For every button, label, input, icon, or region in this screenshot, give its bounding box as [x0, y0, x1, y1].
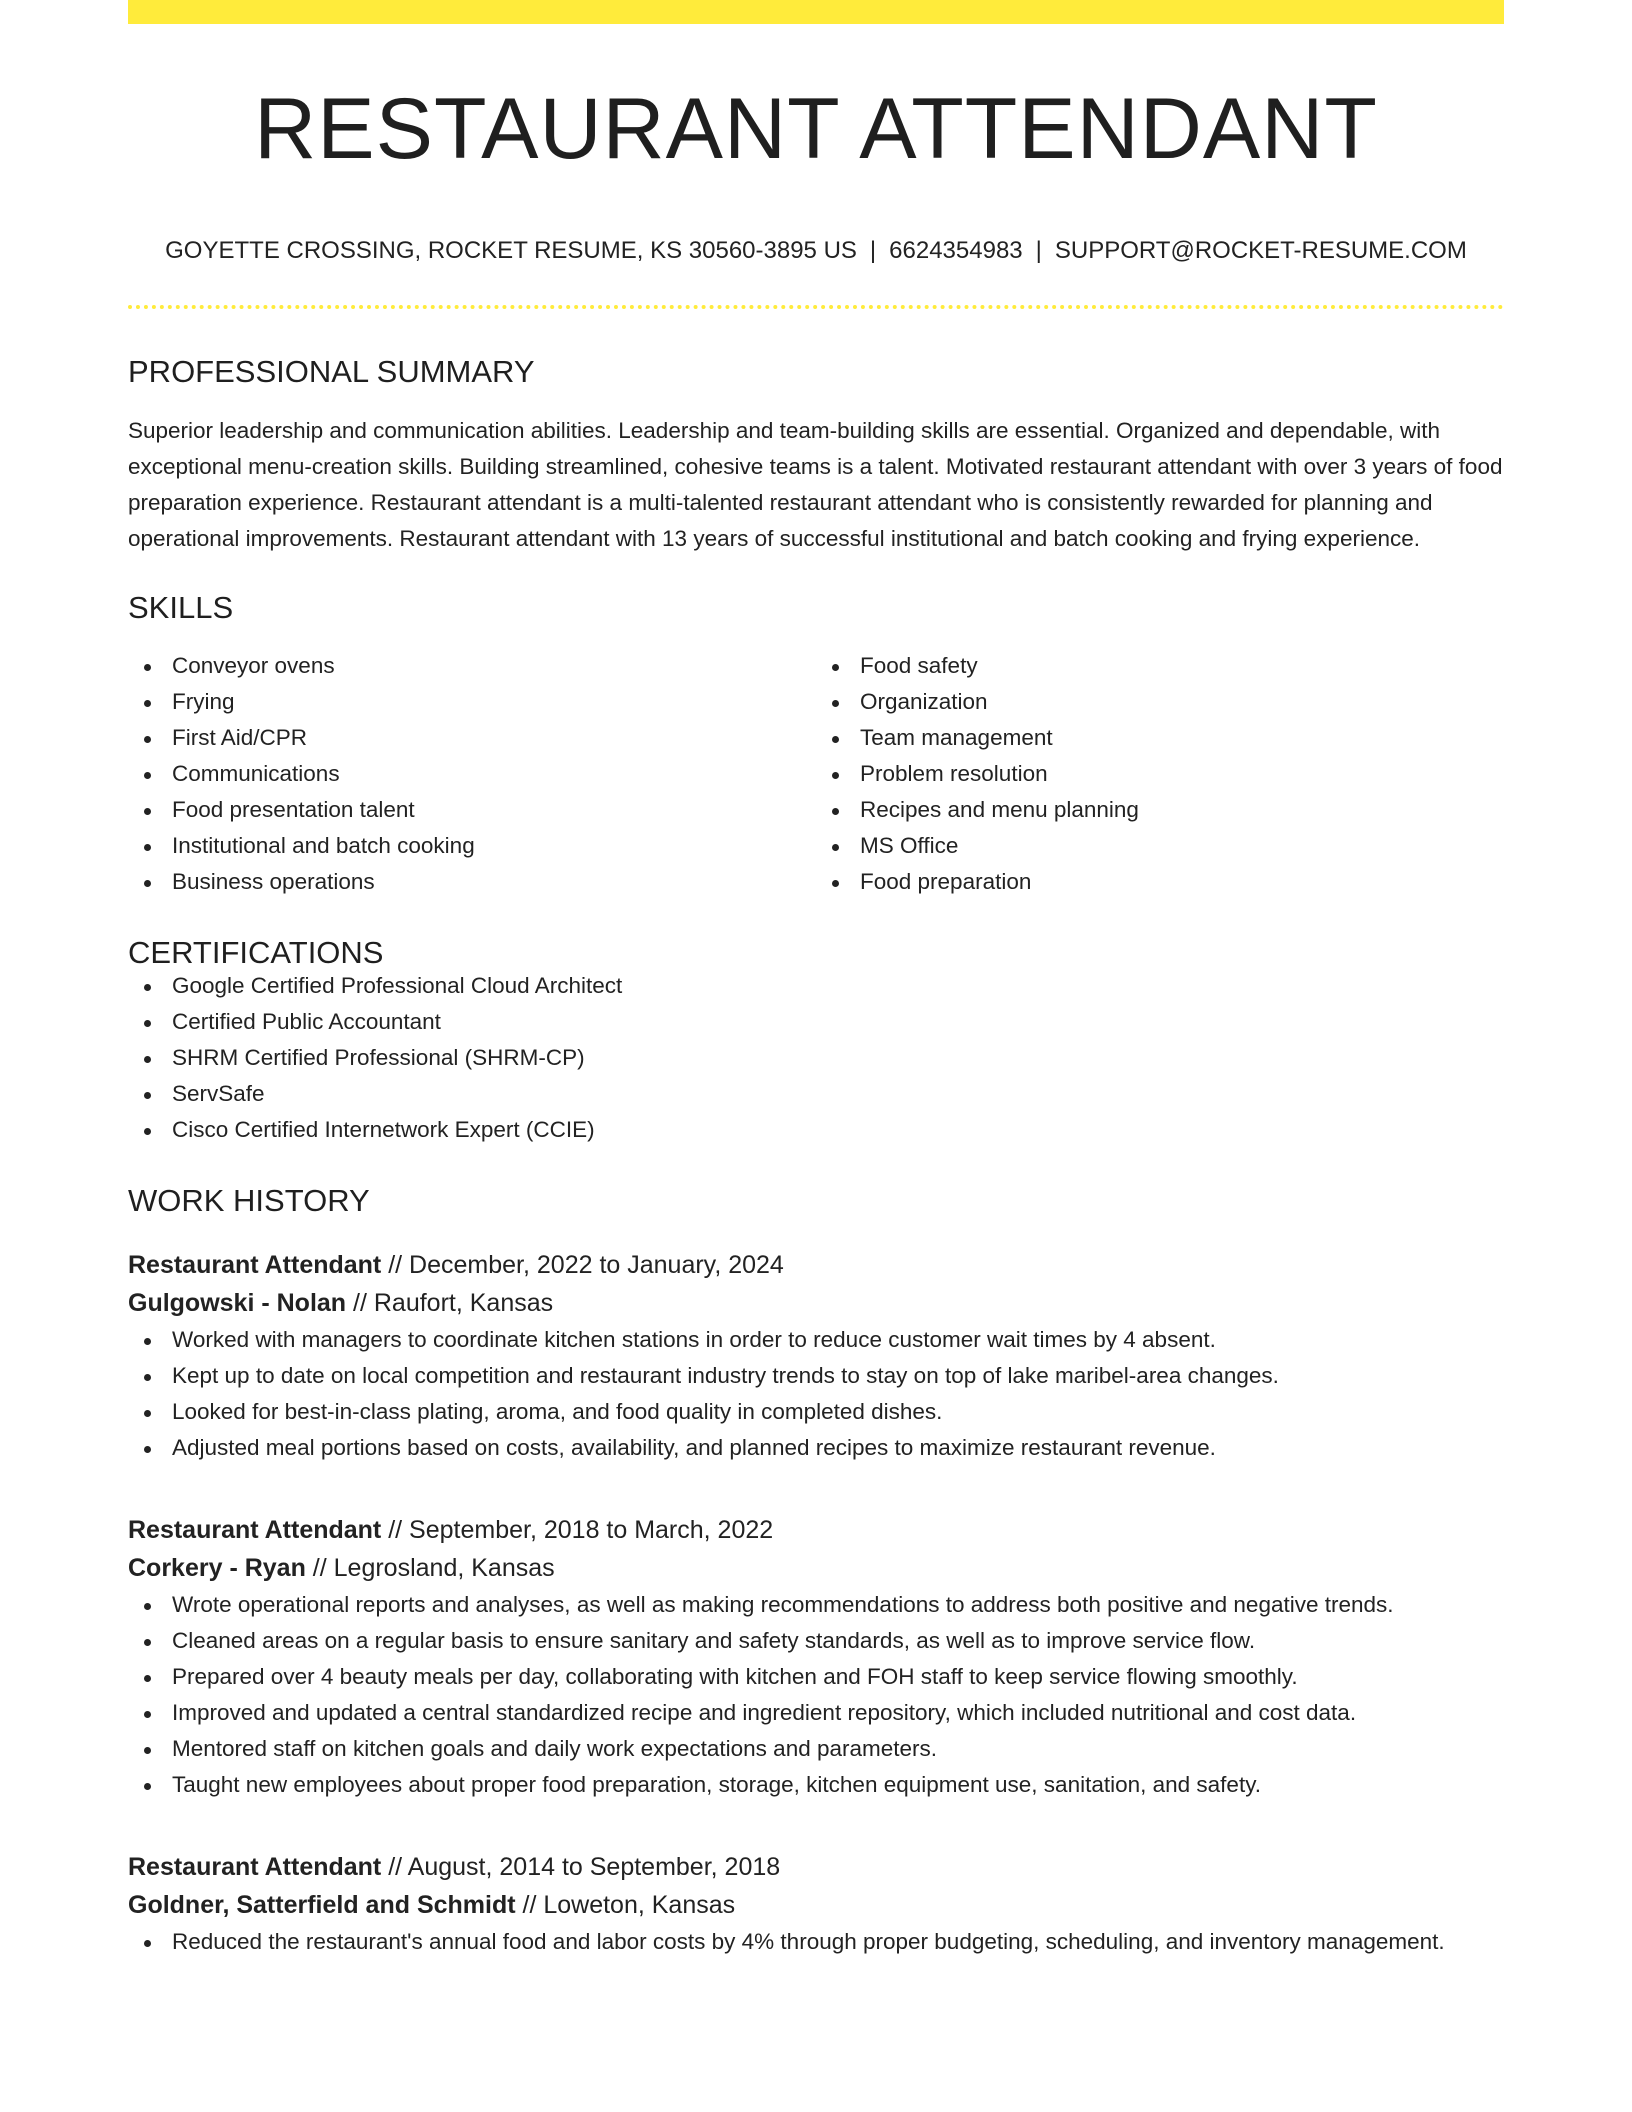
- email-link[interactable]: SUPPORT@ROCKET-RESUME.COM: [1054, 237, 1467, 264]
- job-duty-item: Cleaned areas on a regular basis to ensure sanitary and safety standards, as well as to improve service flow.: [128, 1623, 1504, 1659]
- job-duty-item: Taught new employees about proper food preparation, storage, kitchen equipment use, sanitation, and safety.: [128, 1767, 1504, 1803]
- job-duty-item: Wrote operational reports and analyses, as well as making recommendations to address both positive and negative trends.: [128, 1587, 1504, 1623]
- job-dates: // December, 2022 to January, 2024: [381, 1251, 784, 1279]
- job-title-line: [128, 1511, 1504, 1549]
- dotted-divider: [128, 305, 1504, 309]
- skills-grid: [128, 648, 1504, 900]
- job-company: Corkery - Ryan: [128, 1554, 306, 1582]
- certifications-list: [128, 968, 1504, 1148]
- skills-column-right: [816, 648, 1504, 900]
- skill-item: Food safety: [816, 648, 1504, 684]
- job-dates: // September, 2018 to March, 2022: [381, 1516, 774, 1544]
- certification-item: Google Certified Professional Cloud Architect: [128, 968, 1504, 1004]
- job-duty-item: Reduced the restaurant's annual food and labor costs by 4% through proper budgeting, scheduling, and inventory management.: [128, 1924, 1504, 1960]
- address-text: GOYETTE CROSSING, ROCKET RESUME, KS 30560-3895 US: [165, 237, 857, 264]
- certification-item: SHRM Certified Professional (SHRM-CP): [128, 1040, 1504, 1076]
- skill-item: First Aid/CPR: [128, 720, 816, 756]
- skill-item: MS Office: [816, 828, 1504, 864]
- job-duty-item: Kept up to date on local competition and restaurant industry trends to stay on top of lake maribel-area changes.: [128, 1358, 1504, 1394]
- job-company-line: [128, 1549, 1504, 1587]
- skill-item: Organization: [816, 684, 1504, 720]
- job-role: Restaurant Attendant: [128, 1516, 382, 1544]
- job-duties-list: [128, 1322, 1504, 1466]
- skill-item: Recipes and menu planning: [816, 792, 1504, 828]
- job-role: Restaurant Attendant: [128, 1853, 382, 1881]
- job-dates: // August, 2014 to September, 2018: [381, 1853, 781, 1881]
- skills-column-left: [128, 648, 816, 900]
- job-duty-item: Prepared over 4 beauty meals per day, collaborating with kitchen and FOH staff to keep service flowing smoothly.: [128, 1659, 1504, 1695]
- certification-item: Certified Public Accountant: [128, 1004, 1504, 1040]
- job-title-line: [128, 1848, 1504, 1886]
- job-duties-list: [128, 1924, 1504, 1960]
- job-duty-item: Improved and updated a central standardized recipe and ingredient repository, which included nutritional and cost data.: [128, 1695, 1504, 1731]
- job-location: // Legrosland, Kansas: [305, 1554, 555, 1582]
- skill-item: Communications: [128, 756, 816, 792]
- job-location: // Raufort, Kansas: [346, 1289, 554, 1317]
- skills-heading: SKILLS: [128, 590, 234, 625]
- job-company: Goldner, Satterfield and Schmidt: [128, 1891, 516, 1919]
- job-duty-item: Worked with managers to coordinate kitchen stations in order to reduce customer wait times by 4 absent.: [128, 1322, 1504, 1358]
- contact-separator: |: [1035, 237, 1042, 264]
- job-entry: [128, 1246, 1504, 1466]
- certification-item: ServSafe: [128, 1076, 1504, 1112]
- job-location: // Loweton, Kansas: [515, 1891, 736, 1919]
- job-title-line: [128, 1246, 1504, 1284]
- skill-item: Food presentation talent: [128, 792, 816, 828]
- job-role: Restaurant Attendant: [128, 1251, 382, 1279]
- skill-item: Conveyor ovens: [128, 648, 816, 684]
- job-entry: [128, 1511, 1504, 1803]
- job-duty-item: Looked for best-in-class plating, aroma, and food quality in completed dishes.: [128, 1394, 1504, 1430]
- certifications-heading: CERTIFICATIONS: [128, 935, 384, 970]
- skill-item: Food preparation: [816, 864, 1504, 900]
- skill-item: Business operations: [128, 864, 816, 900]
- certification-item: Cisco Certified Internetwork Expert (CCIE): [128, 1112, 1504, 1148]
- skill-item: Frying: [128, 684, 816, 720]
- skill-item: Team management: [816, 720, 1504, 756]
- work-history-heading: WORK HISTORY: [128, 1183, 370, 1218]
- summary-heading: PROFESSIONAL SUMMARY: [128, 354, 535, 389]
- job-duties-list: [128, 1587, 1504, 1803]
- job-company-line: [128, 1284, 1504, 1322]
- contact-separator: |: [869, 237, 877, 264]
- resume-name: RESTAURANT ATTENDANT: [254, 81, 1378, 177]
- skills-list-left: [128, 648, 816, 900]
- contact-line: [128, 239, 1504, 263]
- summary-text: Superior leadership and communication abilities. Leadership and team-building skills are essential. Organized and dependable, with exceptional menu-creation skills. Building streamlined, cohesive teams is a talent. Motivated restaurant attendant with over 3 years of food preparation experience. Restaurant attendant is a multi-talented restaurant attendant who is consistently rewarded for planning and operational improvements. Restaurant attendant with 13 years of successful institutional and batch cooking and frying experience.: [128, 418, 1503, 551]
- skill-item: Problem resolution: [816, 756, 1504, 792]
- skills-list-right: [816, 648, 1504, 900]
- work-history-list: [128, 1246, 1504, 1960]
- job-duty-item: Adjusted meal portions based on costs, availability, and planned recipes to maximize restaurant revenue.: [128, 1430, 1504, 1466]
- phone-text: 6624354983: [889, 237, 1023, 264]
- resume-page: [128, 0, 1504, 1960]
- job-company-line: [128, 1886, 1504, 1924]
- job-duty-item: Mentored staff on kitchen goals and daily work expectations and parameters.: [128, 1731, 1504, 1767]
- top-accent-bar: [128, 0, 1504, 24]
- job-company: Gulgowski - Nolan: [128, 1289, 347, 1317]
- skill-item: Institutional and batch cooking: [128, 828, 816, 864]
- job-entry: [128, 1848, 1504, 1960]
